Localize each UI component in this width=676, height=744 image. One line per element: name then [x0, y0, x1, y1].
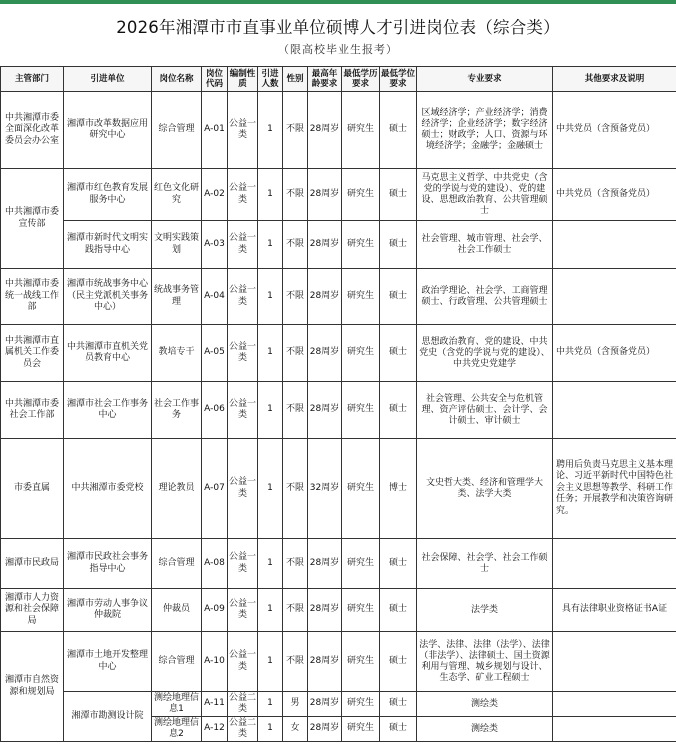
post-cell: 教培专干	[152, 325, 202, 382]
unit-cell: 湘潭市勘测设计院	[64, 692, 152, 742]
unit-cell: 湘潭市劳动人事争议仲裁院	[64, 589, 152, 632]
unit-cell: 中共湘潭市委党校	[64, 439, 152, 539]
header-cell: 最低学位要求	[380, 67, 417, 92]
num-cell: 1	[258, 269, 283, 325]
other-cell	[553, 269, 676, 325]
dept-cell: 湘潭市民政局	[1, 539, 64, 589]
code-cell: A-09	[202, 589, 228, 632]
table-row	[1, 539, 676, 589]
header-cell: 岗位代码	[202, 67, 228, 92]
major-cell: 政治学理论、社会学、工商管理硕士、行政管理、公共管理硕士	[417, 269, 553, 325]
header-cell: 最高年龄要求	[308, 67, 342, 92]
edu-cell: 研究生	[342, 269, 380, 325]
table-header-row	[1, 67, 676, 92]
unit-cell: 湘潭市土地开发整理中心	[64, 632, 152, 692]
edu-cell: 研究生	[342, 717, 380, 742]
degree-cell: 博士	[380, 439, 417, 539]
age-cell: 28周岁	[308, 325, 342, 382]
nature-cell: 公益二类	[228, 692, 258, 717]
num-cell: 1	[258, 589, 283, 632]
unit-cell: 中共湘潭市直机关党员教育中心	[64, 325, 152, 382]
post-cell: 统战事务管理	[152, 269, 202, 325]
header-cell: 专业要求	[417, 67, 553, 92]
major-cell: 测绘类	[417, 717, 553, 742]
major-cell: 思想政治教育、党的建设、中共党史（含党的学说与党的建设）、中共党史党建学	[417, 325, 553, 382]
degree-cell: 硕士	[380, 92, 417, 169]
degree-cell: 硕士	[380, 325, 417, 382]
header-cell: 主管部门	[1, 67, 64, 92]
nature-cell: 公益二类	[228, 717, 258, 742]
major-cell: 马克思主义哲学、中共党史（含党的学说与党的建设）、党的建设、思想政治教育、公共管理硕士	[417, 169, 553, 221]
age-cell: 28周岁	[308, 269, 342, 325]
gender-cell: 不限	[283, 269, 308, 325]
code-cell: A-08	[202, 539, 228, 589]
header-cell: 引进人数	[258, 67, 283, 92]
num-cell: 1	[258, 221, 283, 269]
unit-cell: 湘潭市红色教育发展服务中心	[64, 169, 152, 221]
nature-cell: 公益一类	[228, 539, 258, 589]
code-cell: A-07	[202, 439, 228, 539]
gender-cell: 不限	[283, 92, 308, 169]
major-cell: 社会保障、社会学、社会工作硕士	[417, 539, 553, 589]
degree-cell: 硕士	[380, 539, 417, 589]
num-cell: 1	[258, 632, 283, 692]
num-cell: 1	[258, 92, 283, 169]
nature-cell: 公益一类	[228, 169, 258, 221]
unit-cell: 湘潭市社会工作事务中心	[64, 382, 152, 439]
table-row	[1, 692, 676, 717]
edu-cell: 研究生	[342, 221, 380, 269]
dept-cell: 中共湘潭市委宣传部	[1, 169, 64, 269]
age-cell: 28周岁	[308, 589, 342, 632]
num-cell: 1	[258, 439, 283, 539]
post-cell: 综合管理	[152, 632, 202, 692]
major-cell: 社会管理、公共安全与危机管理、资产评估硕士、会计学、会计硕士、审计硕士	[417, 382, 553, 439]
post-cell: 仲裁员	[152, 589, 202, 632]
major-cell: 社会管理、城市管理、社会学、社会工作硕士	[417, 221, 553, 269]
header-cell: 编制性质	[228, 67, 258, 92]
post-cell: 社会工作事务	[152, 382, 202, 439]
edu-cell: 研究生	[342, 325, 380, 382]
edu-cell: 研究生	[342, 539, 380, 589]
header-cell: 性别	[283, 67, 308, 92]
num-cell: 1	[258, 717, 283, 742]
post-cell: 综合管理	[152, 539, 202, 589]
dept-cell: 湘潭市人力资源和社会保障局	[1, 589, 64, 632]
table-row	[1, 92, 676, 169]
other-cell	[553, 717, 676, 742]
degree-cell: 硕士	[380, 169, 417, 221]
other-cell: 中共党员（含预备党员）	[553, 169, 676, 221]
nature-cell: 公益一类	[228, 382, 258, 439]
num-cell: 1	[258, 169, 283, 221]
major-cell: 测绘类	[417, 692, 553, 717]
code-cell: A-12	[202, 717, 228, 742]
table-row	[1, 169, 676, 221]
age-cell: 28周岁	[308, 692, 342, 717]
edu-cell: 研究生	[342, 439, 380, 539]
nature-cell: 公益一类	[228, 92, 258, 169]
edu-cell: 研究生	[342, 632, 380, 692]
table-row	[1, 439, 676, 539]
num-cell: 1	[258, 692, 283, 717]
age-cell: 28周岁	[308, 539, 342, 589]
gender-cell: 不限	[283, 169, 308, 221]
dept-cell: 湘潭市自然资源和规划局	[1, 632, 64, 742]
dept-cell: 中共湘潭市委社会工作部	[1, 382, 64, 439]
degree-cell: 硕士	[380, 221, 417, 269]
page-title: 2026年湘潭市市直事业单位硕博人才引进岗位表（综合类）	[116, 18, 560, 37]
gender-cell: 女	[283, 717, 308, 742]
other-cell	[553, 539, 676, 589]
code-cell: A-06	[202, 382, 228, 439]
nature-cell: 公益一类	[228, 589, 258, 632]
post-cell: 测绘地理信息1	[152, 692, 202, 717]
major-cell: 文史哲大类、经济和管理学大类、法学大类	[417, 439, 553, 539]
degree-cell: 硕士	[380, 632, 417, 692]
num-cell: 1	[258, 325, 283, 382]
other-cell	[553, 382, 676, 439]
code-cell: A-05	[202, 325, 228, 382]
dept-cell: 中共湘潭市直属机关工作委员会	[1, 325, 64, 382]
nature-cell: 公益一类	[228, 439, 258, 539]
unit-cell: 湘潭市改革数据应用研究中心	[64, 92, 152, 169]
edu-cell: 研究生	[342, 382, 380, 439]
gender-cell: 不限	[283, 382, 308, 439]
nature-cell: 公益一类	[228, 269, 258, 325]
header-cell: 岗位名称	[152, 67, 202, 92]
edu-cell: 研究生	[342, 589, 380, 632]
page-subtitle: （限高校毕业生报考）	[278, 43, 398, 56]
num-cell: 1	[258, 539, 283, 589]
degree-cell: 硕士	[380, 382, 417, 439]
age-cell: 28周岁	[308, 221, 342, 269]
nature-cell: 公益一类	[228, 325, 258, 382]
degree-cell: 硕士	[380, 692, 417, 717]
gender-cell: 不限	[283, 325, 308, 382]
age-cell: 28周岁	[308, 717, 342, 742]
unit-cell: 湘潭市统战事务中心（民主党派机关事务中心）	[64, 269, 152, 325]
post-cell: 红色文化研究	[152, 169, 202, 221]
top-accent-bar	[0, 0, 676, 4]
table-row	[1, 325, 676, 382]
gender-cell: 不限	[283, 439, 308, 539]
major-cell: 法学类	[417, 589, 553, 632]
gender-cell: 不限	[283, 632, 308, 692]
position-table	[0, 66, 676, 742]
nature-cell: 公益一类	[228, 221, 258, 269]
dept-cell: 市委直属	[1, 439, 64, 539]
other-cell	[553, 632, 676, 692]
other-cell	[553, 221, 676, 269]
major-cell: 区域经济学；产业经济学；消费经济学；企业经济学；数字经济硕士；财政学；人口、资源与环境经济学；金融学；金融硕士	[417, 92, 553, 169]
num-cell: 1	[258, 382, 283, 439]
edu-cell: 研究生	[342, 169, 380, 221]
header-cell: 最低学历要求	[342, 67, 380, 92]
post-cell: 理论教员	[152, 439, 202, 539]
code-cell: A-04	[202, 269, 228, 325]
major-cell: 法学、法律、法律（法学）、法律（非法学）、法律硕士、国土资源利用与管理、城乡规划与设计、生态学、矿业工程硕士	[417, 632, 553, 692]
code-cell: A-02	[202, 169, 228, 221]
post-cell: 文明实践策划	[152, 221, 202, 269]
other-cell	[553, 692, 676, 717]
edu-cell: 研究生	[342, 692, 380, 717]
unit-cell: 湘潭市新时代文明实践指导中心	[64, 221, 152, 269]
dept-cell: 中共湘潭市委统一战线工作部	[1, 269, 64, 325]
degree-cell: 硕士	[380, 717, 417, 742]
degree-cell: 硕士	[380, 589, 417, 632]
table-row	[1, 269, 676, 325]
age-cell: 32周岁	[308, 439, 342, 539]
gender-cell: 不限	[283, 539, 308, 589]
header-cell: 其他要求及说明	[553, 67, 676, 92]
age-cell: 28周岁	[308, 382, 342, 439]
other-cell: 聘用后负责马克思主义基本理论、习近平新时代中国特色社会主义思想等教学、科研工作任务；开展教学和决策咨询研究。	[553, 439, 676, 539]
edu-cell: 研究生	[342, 92, 380, 169]
table-row	[1, 589, 676, 632]
dept-cell: 中共湘潭市委全面深化改革委员会办公室	[1, 92, 64, 169]
post-cell: 测绘地理信息2	[152, 717, 202, 742]
table-row	[1, 632, 676, 692]
age-cell: 28周岁	[308, 169, 342, 221]
gender-cell: 不限	[283, 589, 308, 632]
code-cell: A-10	[202, 632, 228, 692]
header-cell: 引进单位	[64, 67, 152, 92]
age-cell: 28周岁	[308, 632, 342, 692]
other-cell: 具有法律职业资格证书A证	[553, 589, 676, 632]
degree-cell: 硕士	[380, 269, 417, 325]
unit-cell: 湘潭市民政社会事务指导中心	[64, 539, 152, 589]
post-cell: 综合管理	[152, 92, 202, 169]
table-row	[1, 221, 676, 269]
gender-cell: 男	[283, 692, 308, 717]
code-cell: A-01	[202, 92, 228, 169]
gender-cell: 不限	[283, 221, 308, 269]
code-cell: A-11	[202, 692, 228, 717]
table-row	[1, 382, 676, 439]
nature-cell: 公益一类	[228, 632, 258, 692]
code-cell: A-03	[202, 221, 228, 269]
age-cell: 28周岁	[308, 92, 342, 169]
other-cell: 中共党员（含预备党员）	[553, 92, 676, 169]
other-cell: 中共党员（含预备党员）	[553, 325, 676, 382]
